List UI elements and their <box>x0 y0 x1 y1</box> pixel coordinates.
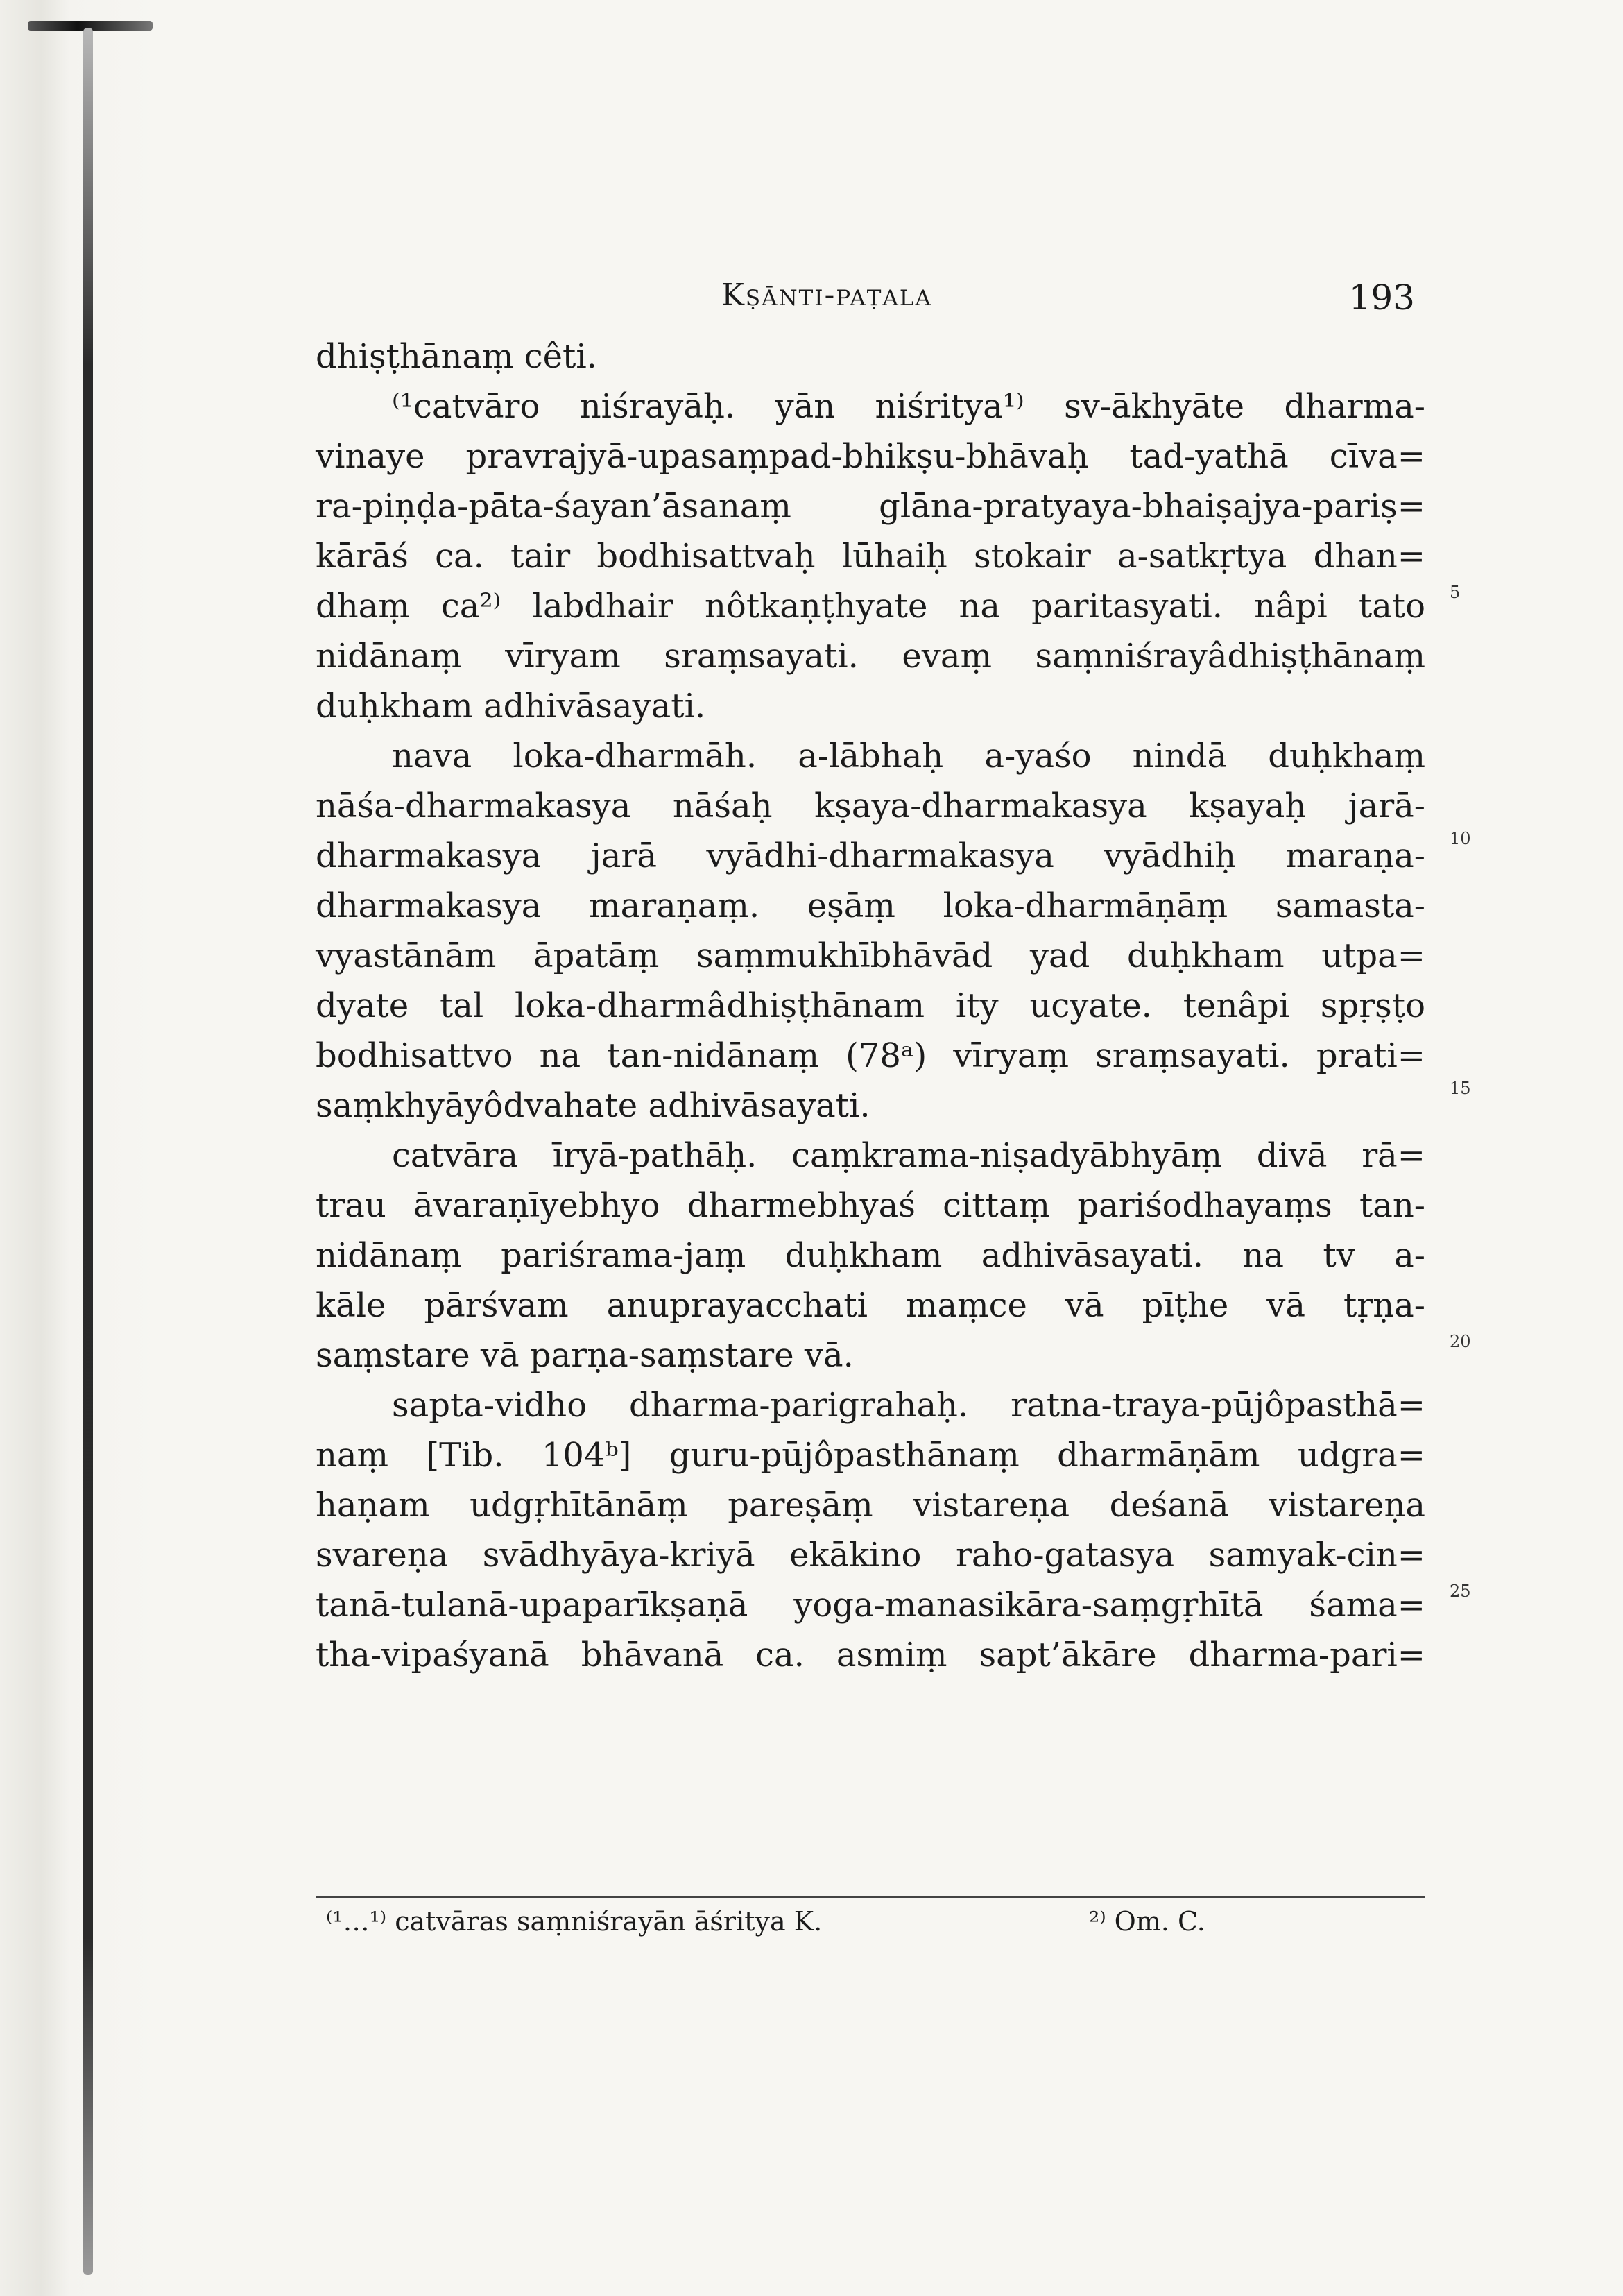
text-line: ⁽¹catvāro niśrayāḥ. yān niśritya¹⁾ sv-ākhyāte dharma- <box>392 387 1425 426</box>
text-line: sapta-vidho dharma-parigrahaḥ. ratna-traya-pūjôpasthā= <box>392 1386 1425 1425</box>
text-line: naṃ [Tib. 104ᵇ] guru-pūjôpasthānaṃ dharmāṇām udgra= <box>316 1436 1425 1475</box>
page-header <box>721 277 1415 319</box>
text-line: kāle pārśvam anuprayacchati maṃce vā pīṭhe vā tṛṇa- <box>316 1286 1425 1325</box>
text-line: dharmakasya jarā vyādhi-dharmakasya vyādhiḥ maraṇa- <box>316 837 1425 875</box>
text-line: dyate tal loka-dharmâdhiṣṭhānam ity ucyate. tenâpi spṛṣṭo <box>316 986 1425 1025</box>
footnote-1: ⁽¹…¹⁾ catvāras saṃniśrayān āśritya K. <box>326 1906 823 1937</box>
text-line: catvāra īryā-pathāḥ. caṃkrama-niṣadyābhyāṃ divā rā= <box>392 1136 1425 1175</box>
text-line: nava loka-dharmāh. a-lābhaḥ a-yaśo nindā duḥkhaṃ <box>392 737 1425 776</box>
text-line: haṇam udgṛhītānāṃ pareṣāṃ vistareṇa deśanā vistareṇa <box>316 1486 1425 1525</box>
text-line: nidānaṃ pariśrama-jaṃ duḥkham adhivāsayati. na tv a- <box>316 1236 1425 1275</box>
book-binding-shadow <box>0 0 160 2296</box>
text-line: trau āvaraṇīyebhyo dharmebhyaś cittaṃ pariśodhayaṃs tan- <box>316 1186 1425 1225</box>
text-line: vinaye pravrajyā-upasaṃpad-bhikṣu-bhāvaḥ tad-yathā cīva= <box>316 437 1425 476</box>
footnote-rule <box>316 1896 1425 1898</box>
body-text <box>316 332 1425 1680</box>
text-line: nidānaṃ vīryam sraṃsayati. evaṃ saṃniśrayâdhiṣṭhānaṃ <box>316 637 1425 676</box>
text-line: tanā-tulanā-upaparīkṣaṇā yoga-manasikāra-saṃgṛhītā śama= <box>316 1586 1425 1625</box>
line-number-15: 15 <box>1450 1079 1471 1098</box>
text-line: duḥkham adhivāsayati. <box>316 687 706 726</box>
line-number-20: 20 <box>1450 1332 1471 1351</box>
line-number-10: 10 <box>1450 829 1471 848</box>
footnote-2: ²⁾ Om. C. <box>1089 1906 1205 1937</box>
page-number: 193 <box>1348 277 1415 318</box>
text-line: vyastānām āpatāṃ saṃmukhībhāvād yad duḥkham utpa= <box>316 936 1425 975</box>
line-number-5: 5 <box>1450 583 1461 602</box>
text-line: kārāś ca. tair bodhisattvaḥ lūhaiḥ stokair a-satkṛtya dhan= <box>316 537 1425 576</box>
text-line: ra-piṇḍa-pāta-śayan’āsanaṃ glāna-pratyaya-bhaiṣajya-pariṣ= <box>316 487 1425 526</box>
text-line: saṃkhyāyôdvahate adhivāsayati. <box>316 1086 870 1125</box>
text-line: saṃstare vā parṇa-saṃstare vā. <box>316 1336 854 1375</box>
text-line: dhaṃ ca²⁾ labdhair nôtkaṇṭhyate na paritasyati. nâpi tato <box>316 587 1425 626</box>
running-head: Kṣānti-paṭala <box>721 277 932 313</box>
line-number-25: 25 <box>1450 1582 1471 1601</box>
text-line: dhiṣṭhānaṃ cêti. <box>316 337 597 376</box>
text-line: nāśa-dharmakasya nāśaḥ kṣaya-dharmakasya kṣayaḥ jarā- <box>316 787 1425 825</box>
text-line: tha-vipaśyanā bhāvanā ca. asmiṃ sapt’ākāre dharma-pari= <box>316 1636 1425 1674</box>
text-line: dharmakasya maraṇaṃ. eṣāṃ loka-dharmāṇāṃ samasta- <box>316 886 1425 925</box>
margin-line-numbers <box>1450 0 1533 2296</box>
text-line: svareṇa svādhyāya-kriyā ekākino raho-gatasya samyak-cin= <box>316 1536 1425 1575</box>
footnotes <box>326 1906 1436 1948</box>
binding-spine-line <box>83 28 93 2275</box>
text-line: bodhisattvo na tan-nidānaṃ (78ᵃ) vīryaṃ sraṃsayati. prati= <box>316 1036 1425 1075</box>
